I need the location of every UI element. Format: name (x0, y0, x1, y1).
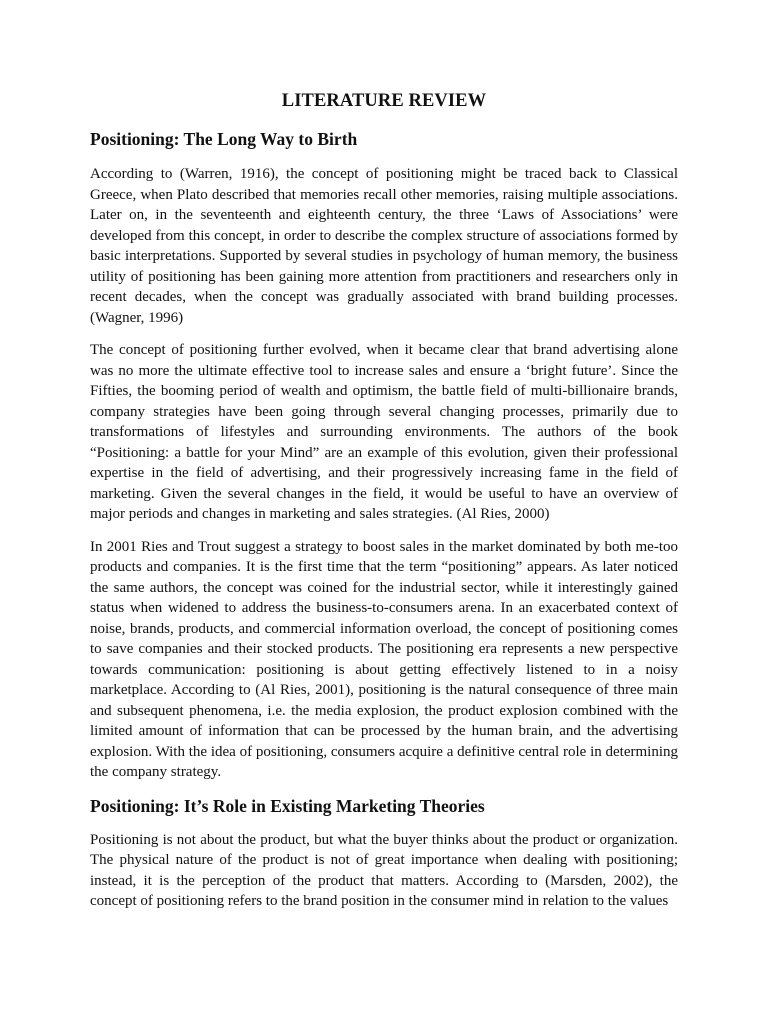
paragraph: Positioning is not about the product, but what the buyer thinks about the product or organization. The physical nature of the product is not of great importance when dealing with positioning; instead, it is the perception of the product that matters. According to (Marsden, 2002), the concept of positioning refers to the brand position in the consumer mind in relation to the values (90, 831, 678, 909)
section-heading-role-in-marketing-theories: Positioning: It’s Role in Existing Marketing Theories (90, 795, 485, 816)
paragraph: In 2001 Ries and Trout suggest a strategy to boost sales in the market dominated by both me-too products and companies. It is the first time that the term “positioning” appears. As later noticed the same authors, the concept was coined for the industrial sector, while it interestingly gained status when widened to address the business-to-consumers arena. In an exacerbated context of noise, brands, products, and commercial information overload, the concept of positioning comes to save companies and their stocked products. The positioning era represents a new perspective towards communication: positioning is about getting effectively listened to in a noisy marketplace. According to (Al Ries, 2001), positioning is the natural consequence of three main and subsequent phenomena, i.e. the media explosion, the product explosion combined with the limited amount of information that can be processed by the human brain, and the advertising explosion. With the idea of positioning, consumers acquire a definitive central role in determining the company strategy. (90, 538, 678, 780)
paragraph: The concept of positioning further evolved, when it became clear that brand advertising alone was no more the ultimate effective tool to increase sales and ensure a ‘bright future’. Since the Fifties, the booming period of wealth and optimism, the battle field of multi-billionaire brands, company strategies have been going through several changing processes, primarily due to transformations of lifestyles and surrounding environments. The authors of the book “Positioning: a battle for your Mind” are an example of this evolution, given their professional expertise in the field of advertising, and their progressively increasing fame in the field of marketing. Given the several changes in the field, it would be useful to have an overview of major periods and changes in marketing and sales strategies. (Al Ries, 2000) (90, 342, 678, 522)
paragraph: According to (Warren, 1916), the concept of positioning might be traced back to Classical Greece, when Plato described that memories recall other memories, raising multiple associations. Later on, in the seventeenth and eighteenth century, the three ‘Laws of Associations’ were developed from this concept, in order to describe the complex structure of associations formed by basic interpretations. Supported by several studies in psychology of human memory, the business utility of positioning has been gaining more attention from practitioners and researchers only in recent decades, when the concept was gradually associated with brand building processes. (Wagner, 1996) (90, 166, 678, 326)
document-title: LITERATURE REVIEW (281, 91, 487, 111)
section-heading-long-way-to-birth: Positioning: The Long Way to Birth (90, 129, 358, 149)
document-page (90, 90, 678, 924)
